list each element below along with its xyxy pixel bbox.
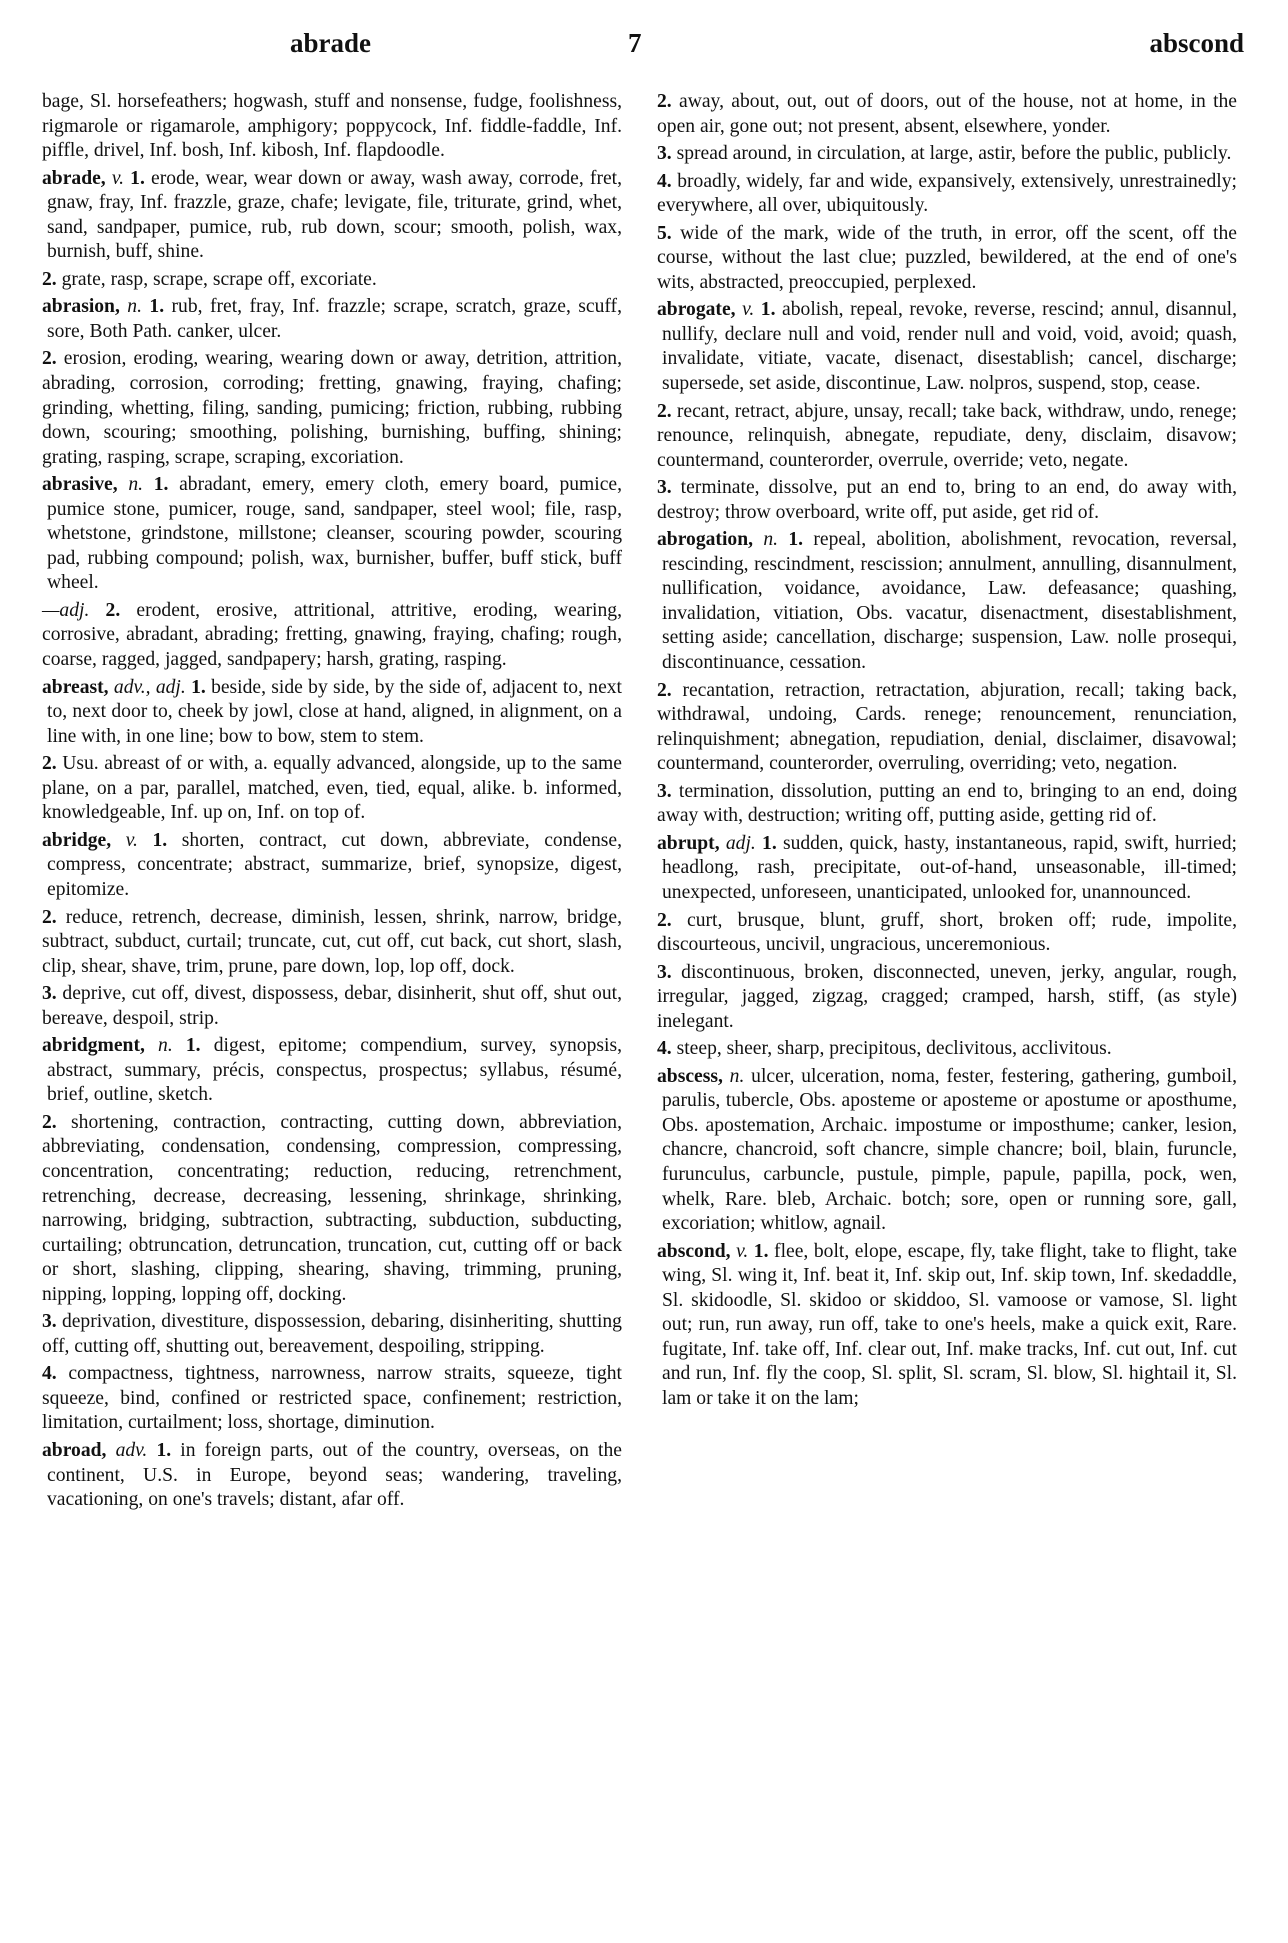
sense-number: 2. [657, 400, 672, 422]
sense-number: 3. [42, 1311, 57, 1333]
definition-text: in foreign parts, out of the country, overseas, on the continent, U.S. in Europe, beyond seas; wandering, traveling, vacationing, on one's travels; distant, afar off. [47, 1439, 622, 1511]
sense-paragraph [42, 982, 622, 1031]
dictionary-entry [42, 1034, 622, 1108]
part-of-speech: v. [736, 1240, 749, 1262]
dictionary-entry [42, 676, 622, 750]
sense-number: 1. [191, 676, 206, 698]
sense-number: 3. [657, 477, 672, 499]
sense-number: 2. [657, 91, 672, 112]
sense-paragraph [657, 961, 1237, 1035]
sense-number: 4. [42, 1363, 57, 1385]
part-of-speech: adv., adj. [113, 676, 186, 698]
headword: abridgment, [42, 1035, 145, 1057]
definition-text: erode, wear, wear down or away, wash away, corrode, fret, gnaw, fray, Inf. frazzle, graze, chafe; levigate, file, triturate, grind, whet, sand, sandpaper, pumice, rub, rub down, scour; smooth, polish, wax, burnish, buff, shine. [47, 167, 623, 263]
sense-number: 1. [153, 474, 169, 496]
sense-number: 4. [657, 1038, 672, 1060]
headword: abrogate, [657, 299, 736, 321]
sense-paragraph [657, 679, 1237, 777]
sense-paragraph [42, 906, 622, 980]
definition-text: wide of the mark, wide of the truth, in error, off the scent, off the course, without the last clue; puzzled, bewildered, at the end of one's wits, abstracted, preoccupied, perplexed. [657, 222, 1237, 293]
sense-paragraph [657, 476, 1237, 525]
dictionary-entry [42, 1439, 622, 1513]
sense-number: 1. [753, 1240, 769, 1262]
headword: abroad, [42, 1439, 107, 1461]
definition-text: ulcer, ulceration, noma, fester, festering, gathering, gumboil, parulis, tubercle, Obs. aposteme or aposteme or apostume or aposthume, Obs. apostemation, Archaic. impostume or imposthume; canker, lesion, chancre, chancroid, soft chancre, simple chancre; boil, blain, furuncle, furunculus, carbuncle, pustule, pimple, papule, papilla, pock, wen, whelk, Rare. bleb, Archaic. botch; sore, open or running sore, gall, excoriation; whitlow, agnail. [662, 1065, 1237, 1235]
part-of-speech: v. [742, 299, 755, 321]
sense-number: 3. [657, 780, 672, 802]
sense-number: 1. [760, 299, 776, 321]
definition-text: recant, retract, abjure, unsay, recall; take back, withdraw, undo, renege; renounce, relinquish, abnegate, repudiate, deny, disclaim, disavow; countermand, counterorder, overrule, override; veto, negate. [657, 400, 1237, 471]
sense-number: 2. [42, 753, 57, 775]
sense-paragraph [42, 599, 622, 673]
part-of-speech: n. [128, 474, 144, 496]
sense-paragraph [657, 1037, 1237, 1062]
part-of-speech: n. [763, 529, 779, 551]
left-column [42, 90, 622, 1516]
definition-text: digest, epitome; compendium, survey, synopsis, abstract, summary, précis, conspectus, prospectus; syllabus, résumé, brief, outline, sketch. [47, 1035, 622, 1106]
definition-text: curt, brusque, blunt, gruff, short, broken off; rude, impolite, discourteous, uncivil, ungracious, unceremonious. [657, 909, 1237, 956]
sense-number: 1. [156, 1439, 172, 1461]
sense-paragraph [42, 1310, 622, 1359]
sense-number: 1. [185, 1035, 201, 1057]
sense-number: 3. [42, 983, 57, 1005]
definition-text: erodent, erosive, attritional, attritive, eroding, wearing, corrosive, abradant, abrading; fretting, gnawing, fraying, chafing; rough, coarse, ragged, jagged, sandpapery; harsh, grating, rasping. [42, 599, 622, 671]
headword: abscond, [657, 1240, 731, 1262]
sense-paragraph [657, 400, 1237, 474]
definition-text: shortening, contraction, contracting, cutting down, abbreviation, abbreviating, condensation, condensing, compression, compressing, concentration, concentrating; reduction, reducing, retrenchment, retrenching, decrease, decreasing, lessening, shrinkage, shrinking, narrowing, bridging, subtraction, subtracting, subduction, subducting, curtailing; obtruncation, detruncation, truncation, cut, cutting off or back or short, slashing, clipping, shearing, shaving, trimming, pruning, nipping, lopping, lopping off, docking. [42, 1111, 622, 1305]
part-of-speech: n. [158, 1035, 173, 1057]
part-of-speech: adv. [115, 1439, 148, 1461]
definition-text: erosion, eroding, wearing, wearing down or away, detrition, attrition, abrading, corrosion, corroding; fretting, gnawing, fraying, chafing; grinding, whetting, filing, sanding, pumicing; friction, rubbing, rubbing down, scouring; smoothing, polishing, burnishing, buffing, shining; grating, rasping, scrape, scraping, excoriation. [42, 348, 622, 468]
headword: abrogation, [657, 529, 753, 551]
headword: abridge, [42, 829, 112, 851]
sense-number: 2. [42, 906, 57, 928]
dictionary-entry [42, 167, 622, 265]
sense-paragraph [42, 1362, 622, 1436]
sense-number: 3. [657, 143, 672, 165]
sense-paragraph [657, 170, 1237, 219]
definition-text: grate, rasp, scrape, scrape off, excoriate. [61, 268, 377, 290]
sense-number: 2. [42, 268, 57, 290]
part-of-speech: —adj. [42, 599, 90, 621]
sense-number: 1. [788, 529, 804, 551]
part-of-speech: v. [111, 167, 124, 189]
sense-paragraph [42, 752, 622, 826]
headword: abscess, [657, 1065, 723, 1087]
sense-paragraph [657, 780, 1237, 829]
dictionary-entry [42, 473, 622, 596]
definition-text: rub, fret, fray, Inf. frazzle; scrape, scratch, graze, scuff, sore, Both Path. canker, ulcer. [47, 296, 622, 342]
part-of-speech: n. [127, 296, 142, 318]
part-of-speech: adj. [725, 832, 756, 854]
definition-text: shorten, contract, cut down, abbreviate, condense, compress, concentrate; abstract, summarize, brief, synopsize, digest, epitomize. [47, 829, 623, 900]
dictionary-entry [657, 528, 1237, 675]
sense-number: 3. [657, 961, 672, 983]
left-guide-word: abrade [290, 28, 371, 58]
headword: abrade, [42, 167, 106, 189]
definition-text: abolish, repeal, revoke, reverse, rescind; annul, disannul, nullify, declare null and void, render null and void, void, avoid; quash, invalidate, vitiate, vacate, disenact, disestablish; cancel, discharge; supersede, set aside, discontinue, Law. nolpros, suspend, stop, cease. [662, 299, 1237, 395]
definition-text: beside, side by side, by the side of, adjacent to, next to, next door to, cheek by jowl, close at hand, aligned, in alignment, on a line with, in one line; bow to bow, stem to stem. [47, 676, 623, 747]
sense-number: 5. [657, 222, 672, 244]
part-of-speech: n. [729, 1065, 745, 1087]
definition-text: broadly, widely, far and wide, expansively, extensively, unrestrainedly; everywhere, all over, ubiquitously. [657, 170, 1237, 217]
sense-number: 2. [42, 348, 57, 370]
headword: abreast, [42, 676, 109, 698]
dictionary-entry [657, 1065, 1237, 1237]
sense-paragraph [657, 222, 1237, 296]
definition-text: Usu. abreast of or with, a. equally advanced, alongside, up to the same plane, on a par, parallel, matched, even, tied, equal, alike. b. informed, knowledgeable, Inf. up on, Inf. on top of. [42, 753, 622, 824]
sense-number: 2. [105, 599, 121, 621]
sense-paragraph [657, 90, 1237, 139]
right-guide-word: abscond [1149, 28, 1244, 58]
sense-number: 1. [152, 829, 168, 851]
sense-number: 4. [657, 170, 672, 192]
sense-number: 2. [657, 909, 672, 931]
headword: abrasion, [42, 296, 120, 318]
definition-text: away, about, out, out of doors, out of the house, not at home, in the open air, gone out; not present, absent, elsewhere, yonder. [657, 91, 1238, 137]
definition-text: deprive, cut off, divest, dispossess, debar, disinherit, shut off, shut out, bereave, despoil, strip. [42, 983, 622, 1029]
continued-paragraph [42, 90, 622, 164]
dictionary-entry [42, 829, 622, 903]
definition-text: compactness, tightness, narrowness, narrow straits, squeeze, tight squeeze, bind, confined or restricted space, confinement; restriction, limitation, curtailment; loss, shortage, diminution. [42, 1363, 622, 1434]
sense-paragraph [42, 347, 622, 470]
sense-paragraph [42, 1111, 622, 1307]
definition-text: deprivation, divestiture, dispossession, debaring, disinheriting, shutting off, cutting off, shutting out, bereavement, despoiling, stripping. [42, 1311, 622, 1357]
sense-number: 2. [42, 1111, 57, 1133]
headword: abrasive, [42, 474, 118, 496]
definition-text: recantation, retraction, retractation, abjuration, recall; taking back, withdrawal, undoing, Cards. renege; renouncement, renunciation, relinquishment; abnegation, repudiation, denial, disclaimer, disavowal; countermand, counterorder, overruling, overriding; veto, negation. [657, 679, 1238, 775]
definition-text: abradant, emery, emery cloth, emery board, pumice, pumice stone, pumicer, rouge, sand, sandpaper, steel wool; file, rasp, whetstone, grindstone, millstone; cleanser, scouring powder, scouring pad, rubbing compound; polish, wax, burnisher, buffer, buff stick, buff wheel. [47, 474, 623, 594]
definition-text: bage, Sl. horsefeathers; hogwash, stuff and nonsense, fudge, foolishness, rigmarole or rigamarole, amphigory; poppycock, Inf. fiddle-faddle, Inf. piffle, drivel, Inf. bosh, Inf. kibosh, Inf. flapdoodle. [42, 91, 622, 162]
sense-number: 1. [762, 832, 777, 854]
dictionary-entry [657, 1240, 1237, 1412]
dictionary-entry [657, 832, 1237, 906]
dictionary-entry [657, 298, 1237, 396]
dictionary-entry [42, 295, 622, 344]
sense-number: 2. [657, 679, 672, 701]
sense-paragraph [657, 909, 1237, 958]
definition-text: flee, bolt, elope, escape, fly, take flight, take to flight, take wing, Sl. wing it, Inf. beat it, Inf. skip out, Inf. skip town, Inf. skedaddle, Sl. skidoodle, Sl. skidoo or skiddoo, Sl. vamoose or vamose, Sl. light out; run, run away, run off, take to one's heels, make a quick exit, Rare. fugitate, Inf. take off, Inf. clear out, Inf. make tracks, Inf. cut out, Inf. cut and run, Inf. fly the coop, Sl. split, Sl. scram, Sl. blow, Sl. hightail it, Sl. lam or take it on the lam; [662, 1240, 1237, 1409]
definition-text: termination, dissolution, putting an end to, bringing to an end, doing away with, destruction; writing off, putting aside, getting rid of. [657, 780, 1237, 827]
page-number: 7 [628, 28, 642, 58]
sense-number: 1. [149, 296, 165, 318]
sense-paragraph [657, 142, 1237, 167]
running-header [0, 0, 1288, 70]
definition-text: repeal, abolition, abolishment, revocation, reversal, rescinding, rescindment, rescission; annulment, annulling, disannulment, nullification, voidance, avoidance, Law. defeasance; quashing, invalidation, vitiation, Obs. vacatur, disenactment, disestablishment, setting aside; cancellation, discharge; suspension, Law. nolle prosequi, discontinuance, cessation. [662, 529, 1238, 674]
sense-number: 1. [130, 167, 145, 189]
headword: abrupt, [657, 832, 720, 854]
right-column [657, 90, 1237, 1414]
definition-text: reduce, retrench, decrease, diminish, lessen, shrink, narrow, bridge, subtract, subduct, curtail; truncate, cut, cut off, cut back, cut short, slash, clip, shear, shave, trim, prune, pare down, lop, lop off, dock. [42, 906, 622, 977]
sense-paragraph [42, 268, 622, 293]
definition-text: sudden, quick, hasty, instantaneous, rapid, swift, hurried; headlong, rash, precipitate, out-of-hand, unseasonable, ill-timed; unexpected, unforeseen, unanticipated, unlooked for, unannounced. [662, 832, 1237, 903]
part-of-speech: v. [125, 829, 138, 851]
definition-text: terminate, dissolve, put an end to, bring to an end, do away with, destroy; throw overboard, write off, put aside, get rid of. [657, 477, 1237, 523]
definition-text: steep, sheer, sharp, precipitous, declivitous, acclivitous. [676, 1038, 1112, 1060]
definition-text: discontinuous, broken, disconnected, uneven, jerky, angular, rough, irregular, jagged, zigzag, cragged; cramped, harsh, stiff, (as style) inelegant. [657, 961, 1237, 1032]
definition-text: spread around, in circulation, at large, astir, before the public, publicly. [676, 143, 1232, 165]
